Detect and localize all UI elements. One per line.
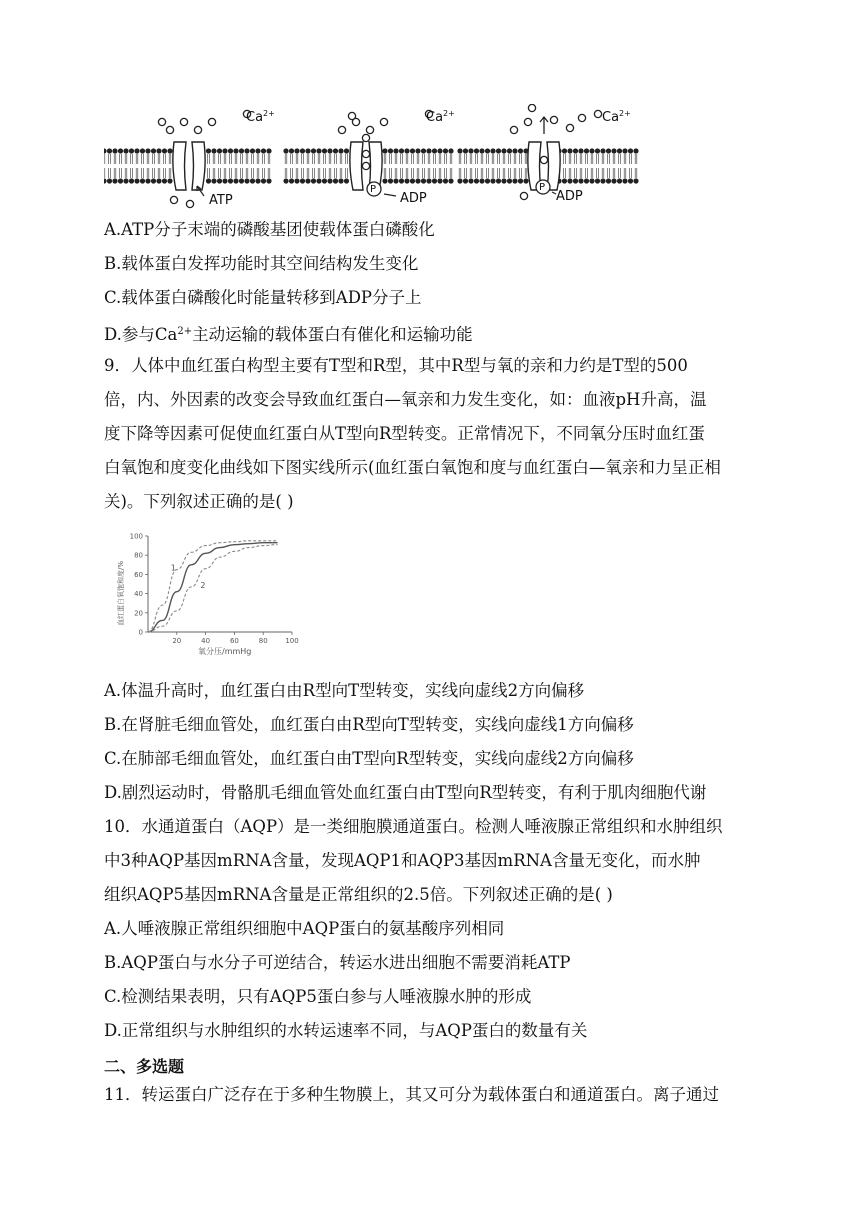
lipid-head — [233, 148, 238, 153]
lipid-head — [239, 178, 244, 183]
lipid-head — [393, 178, 398, 183]
lipid-head — [496, 178, 501, 183]
y-tick-label: 80 — [134, 551, 143, 560]
lipid-head — [617, 178, 622, 183]
lipid-head — [474, 178, 479, 183]
lipid-head — [523, 178, 528, 183]
lipid-head — [463, 178, 468, 183]
lipid-head — [426, 148, 431, 153]
lipid-head — [388, 148, 393, 153]
lipid-head — [123, 148, 128, 153]
calcium-ion — [208, 118, 215, 125]
q9-option-c: C.在肺部毛细血管处，血红蛋白由T型向R型转变，实线向虚线2方向偏移 — [104, 749, 634, 768]
lipid-head — [294, 148, 299, 153]
lipid-head — [112, 178, 117, 183]
y-axis-label: 血红蛋白氧饱和度/% — [117, 560, 125, 626]
lipid-head — [206, 178, 211, 183]
lipid-head — [107, 178, 112, 183]
lipid-head — [628, 178, 633, 183]
lipid-head — [410, 148, 415, 153]
lipid-head — [474, 148, 479, 153]
q9-option-d: D.剧烈运动时，骨骼肌毛细血管处血红蛋白由T型向R型转变，有利于肌肉细胞代谢 — [104, 783, 707, 802]
lipid-head — [261, 148, 266, 153]
series-line-0 — [148, 543, 278, 632]
lipid-head — [622, 178, 627, 183]
lipid-head — [322, 148, 327, 153]
calcium-ion — [566, 124, 573, 131]
lipid-head — [333, 148, 338, 153]
lipid-head — [206, 148, 211, 153]
lipid-head — [633, 148, 638, 153]
calcium-ion — [594, 110, 601, 117]
lipid-head — [156, 178, 161, 183]
lipid-head — [468, 178, 473, 183]
lipid-head — [518, 148, 523, 153]
calcium-ion — [180, 118, 187, 125]
membrane-transport-figure — [104, 104, 644, 210]
q9-option-b: B.在肾脏毛细血管处，血红蛋白由R型向T型转变，实线向虚线1方向偏移 — [104, 715, 634, 734]
lipid-head — [578, 148, 583, 153]
series-line-1 — [148, 541, 278, 632]
lipid-head — [300, 148, 305, 153]
lipid-head — [222, 178, 227, 183]
lipid-head — [595, 178, 600, 183]
lipid-head — [228, 148, 233, 153]
calcium-ion — [510, 126, 517, 133]
lipid-head — [437, 178, 442, 183]
membrane-panel-1 — [104, 142, 272, 190]
lipid-head — [338, 178, 343, 183]
lipid-head — [404, 178, 409, 183]
q9-stem-line-2: 倍，内、外因素的改变会导致血红蛋白—氧亲和力发生变化，如：血液pH升高，温 — [104, 390, 707, 409]
q10-stem-line-3: 组织AQP5基因mRNA含量是正常组织的2.5倍。下列叙述正确的是( ) — [104, 885, 613, 904]
figure-labels — [209, 109, 631, 208]
lipid-head — [333, 178, 338, 183]
section-title: 二、多选题 — [104, 1057, 185, 1076]
lipid-head — [289, 178, 294, 183]
lipid-head — [573, 178, 578, 183]
lipid-head — [112, 148, 117, 153]
calcium-ion — [362, 134, 369, 141]
lipid-head — [468, 148, 473, 153]
lipid-head — [501, 178, 506, 183]
lipid-head — [437, 148, 442, 153]
lipid-head — [305, 178, 310, 183]
lipid-head — [633, 178, 638, 183]
lipid-head — [393, 148, 398, 153]
lipid-head — [399, 148, 404, 153]
lipid-head — [255, 148, 260, 153]
q10-option-c: C.检测结果表明，只有AQP5蛋白参与人唾液腺水肿的形成 — [104, 987, 532, 1006]
lipid-head — [606, 148, 611, 153]
lipid-head — [485, 178, 490, 183]
q8-option-a: A.ATP分子末端的磷酸基团使载体蛋白磷酸化 — [104, 220, 435, 239]
q10-option-b: B.AQP蛋白与水分子可逆结合，转运水进出细胞不需要消耗ATP — [104, 953, 571, 972]
y-tick-label: 20 — [134, 609, 143, 618]
lipid-head — [404, 148, 409, 153]
lipid-head — [490, 178, 495, 183]
lipid-head — [266, 178, 271, 183]
lipid-head — [611, 178, 616, 183]
lipid-head — [118, 178, 123, 183]
lipid-head — [151, 178, 156, 183]
lipid-head — [611, 148, 616, 153]
lipid-head — [311, 178, 316, 183]
lipid-head — [443, 148, 448, 153]
lipid-head — [222, 148, 227, 153]
adp-label-2: ADP — [556, 189, 583, 204]
lipid-head — [595, 148, 600, 153]
lipid-head — [156, 148, 161, 153]
lipid-head — [344, 148, 349, 153]
lipid-head — [261, 178, 266, 183]
carrier-protein-half — [192, 142, 205, 190]
calcium-ion — [186, 200, 193, 207]
lipid-head — [250, 148, 255, 153]
x-tick-label: 80 — [258, 637, 268, 645]
lipid-head — [266, 148, 271, 153]
lipid-head — [244, 178, 249, 183]
lipid-head — [457, 148, 462, 153]
lipid-head — [250, 178, 255, 183]
lipid-head — [562, 148, 567, 153]
lipid-head — [211, 148, 216, 153]
q10-stem-line-1: 10．水通道蛋白（AQP）是一类细胞膜通道蛋白。检测人唾液腺正常组织和水肿组织 — [104, 817, 723, 836]
ca-label-1: $Ca^{2+}$ — [246, 109, 275, 125]
lipid-head — [628, 148, 633, 153]
lipid-head — [421, 148, 426, 153]
atp-label: ATP — [209, 193, 233, 208]
calcium-ion — [366, 126, 373, 133]
y-tick-label: 40 — [134, 590, 143, 599]
lipid-head — [448, 178, 453, 183]
lipid-head — [382, 178, 387, 183]
lipid-head — [283, 178, 288, 183]
lipid-head — [507, 178, 512, 183]
lipid-head — [496, 148, 501, 153]
y-tick-label: 100 — [129, 532, 143, 541]
lipid-head — [344, 178, 349, 183]
q8-option-b: B.载体蛋白发挥功能时其空间结构发生变化 — [104, 254, 419, 273]
adp-arrow — [384, 194, 396, 196]
lipid-head — [485, 148, 490, 153]
phosphate-label-2: P — [539, 182, 546, 193]
ion-release-arrow — [540, 117, 548, 134]
lipid-head — [167, 178, 172, 183]
calcium-ion — [578, 114, 585, 121]
q9-stem-line-5: 关)。下列叙述正确的是( ) — [104, 492, 294, 511]
lipid-head — [421, 178, 426, 183]
lipid-head — [512, 178, 517, 183]
lipid-head — [507, 148, 512, 153]
calcium-ion — [158, 118, 165, 125]
q9-stem-line-3: 度下降等因素可促使血红蛋白从T型向R型转变。正常情况下，不同氧分压时血红蛋 — [104, 424, 705, 443]
lipid-head — [327, 178, 332, 183]
lipid-head — [463, 148, 468, 153]
lipid-head — [228, 178, 233, 183]
calcium-ion — [170, 196, 177, 203]
series-label-2: 2 — [200, 580, 206, 590]
lipid-head — [255, 178, 260, 183]
lipid-head — [600, 148, 605, 153]
ca-label-3: $Ca^{2+}$ — [602, 109, 631, 125]
lipid-head — [426, 178, 431, 183]
x-tick-label: 100 — [285, 637, 299, 645]
lipid-head — [294, 178, 299, 183]
lipid-head — [448, 148, 453, 153]
lipid-head — [305, 148, 310, 153]
lipid-head — [140, 178, 145, 183]
lipid-head — [382, 148, 387, 153]
q10-option-a: A.人唾液腺正常组织细胞中AQP蛋白的氨基酸序列相同 — [104, 919, 505, 938]
lipid-head — [322, 178, 327, 183]
lipid-head — [283, 148, 288, 153]
lipid-head — [600, 178, 605, 183]
lipid-head — [327, 148, 332, 153]
carrier-protein-half — [173, 142, 186, 190]
lipid-head — [589, 148, 594, 153]
lipid-head — [415, 148, 420, 153]
lipid-head — [388, 178, 393, 183]
lipid-head — [432, 148, 437, 153]
lipid-head — [123, 178, 128, 183]
lipid-head — [134, 178, 139, 183]
lipid-head — [479, 178, 484, 183]
lipid-head — [217, 178, 222, 183]
phosphate-label-1: P — [370, 184, 377, 195]
lipid-head — [104, 178, 107, 183]
calcium-ion — [194, 126, 201, 133]
lipid-head — [316, 148, 321, 153]
lipid-head — [622, 148, 627, 153]
q9-stem-line-1: 9．人体中血红蛋白构型主要有T型和R型，其中R型与氧的亲和力约是T型的500 — [104, 356, 688, 375]
adp-label-1: ADP — [400, 191, 427, 206]
calcium-ion — [362, 150, 369, 157]
lipid-head — [244, 148, 249, 153]
lipid-head — [316, 178, 321, 183]
lipid-head — [573, 148, 578, 153]
calcium-ion — [338, 126, 345, 133]
lipid-head — [567, 178, 572, 183]
q11-stem-line-1: 11．转运蛋白广泛存在于多种生物膜上，其又可分为载体蛋白和通道蛋白。离子通过 — [104, 1085, 719, 1104]
series-line-2 — [148, 545, 278, 632]
lipid-head — [104, 148, 107, 153]
lipid-head — [432, 178, 437, 183]
lipid-head — [140, 148, 145, 153]
lipid-head — [606, 178, 611, 183]
x-tick-label: 20 — [172, 637, 182, 645]
oxygen-saturation-chart — [114, 530, 306, 656]
lipid-head — [589, 178, 594, 183]
lipid-head — [217, 148, 222, 153]
calcium-ion — [348, 112, 355, 119]
lipid-head — [162, 148, 167, 153]
lipid-head — [584, 178, 589, 183]
x-axis-label: 氧分压/mmHg — [198, 647, 252, 656]
lipid-head — [512, 148, 517, 153]
y-tick-label: 0 — [138, 628, 143, 637]
lipid-head — [129, 178, 134, 183]
calcium-ion — [524, 118, 531, 125]
lipid-head — [239, 148, 244, 153]
lipid-head — [311, 148, 316, 153]
lipid-head — [490, 148, 495, 153]
lipid-head — [118, 148, 123, 153]
lipid-head — [578, 178, 583, 183]
carrier-protein-half — [350, 142, 363, 190]
y-tick-label: 60 — [134, 570, 143, 579]
calcium-ion — [380, 118, 387, 125]
q10-option-d: D.正常组织与水肿组织的水转运速率不同，与AQP蛋白的数量有关 — [104, 1021, 588, 1040]
calcium-ion — [528, 104, 535, 111]
lipid-head — [518, 178, 523, 183]
q8-option-c: C.载体蛋白磷酸化时能量转移到ADP分子上 — [104, 288, 422, 307]
x-tick-label: 40 — [201, 637, 211, 645]
ca-label-2: $Ca^{2+}$ — [426, 109, 455, 125]
lipid-head — [134, 148, 139, 153]
calcium-ion — [540, 156, 547, 163]
q9-option-a: A.体温升高时，血红蛋白由R型向T型转变，实线向虚线2方向偏移 — [104, 681, 585, 700]
q10-stem-line-2: 中3种AQP基因mRNA含量，发现AQP1和AQP3基因mRNA含量无变化，而水肿 — [104, 851, 701, 870]
lipid-head — [129, 148, 134, 153]
lipid-head — [167, 148, 172, 153]
lipid-head — [584, 148, 589, 153]
lipid-head — [567, 148, 572, 153]
lipid-head — [162, 178, 167, 183]
lipid-head — [107, 148, 112, 153]
lipid-head — [617, 148, 622, 153]
lipid-head — [457, 178, 462, 183]
calcium-ion — [166, 126, 173, 133]
q8-option-d: D.参与$Ca^{2+}$主动运输的载体蛋白有催化和运输功能 — [104, 325, 473, 344]
lipid-head — [338, 148, 343, 153]
q9-stem-line-4: 白氧饱和度变化曲线如下图实线所示(血红蛋白氧饱和度与血红蛋白—氧亲和力呈正相 — [104, 458, 721, 477]
chart-lines — [148, 541, 278, 632]
lipid-head — [562, 178, 567, 183]
series-label-1: 1 — [170, 563, 176, 573]
lipid-head — [145, 148, 150, 153]
lipid-head — [415, 178, 420, 183]
lipid-head — [399, 178, 404, 183]
lipid-head — [479, 148, 484, 153]
lipid-head — [501, 148, 506, 153]
calcium-ion — [520, 192, 527, 199]
lipid-head — [410, 178, 415, 183]
lipid-head — [151, 148, 156, 153]
ca-charge-superscript: 2+ — [177, 326, 193, 337]
calcium-ion — [550, 116, 557, 123]
lipid-head — [443, 178, 448, 183]
x-tick-label: 60 — [229, 637, 239, 645]
calcium-ion — [362, 162, 369, 169]
lipid-head — [289, 148, 294, 153]
lipid-head — [211, 178, 216, 183]
lipid-head — [300, 178, 305, 183]
lipid-head — [233, 178, 238, 183]
lipid-head — [145, 178, 150, 183]
